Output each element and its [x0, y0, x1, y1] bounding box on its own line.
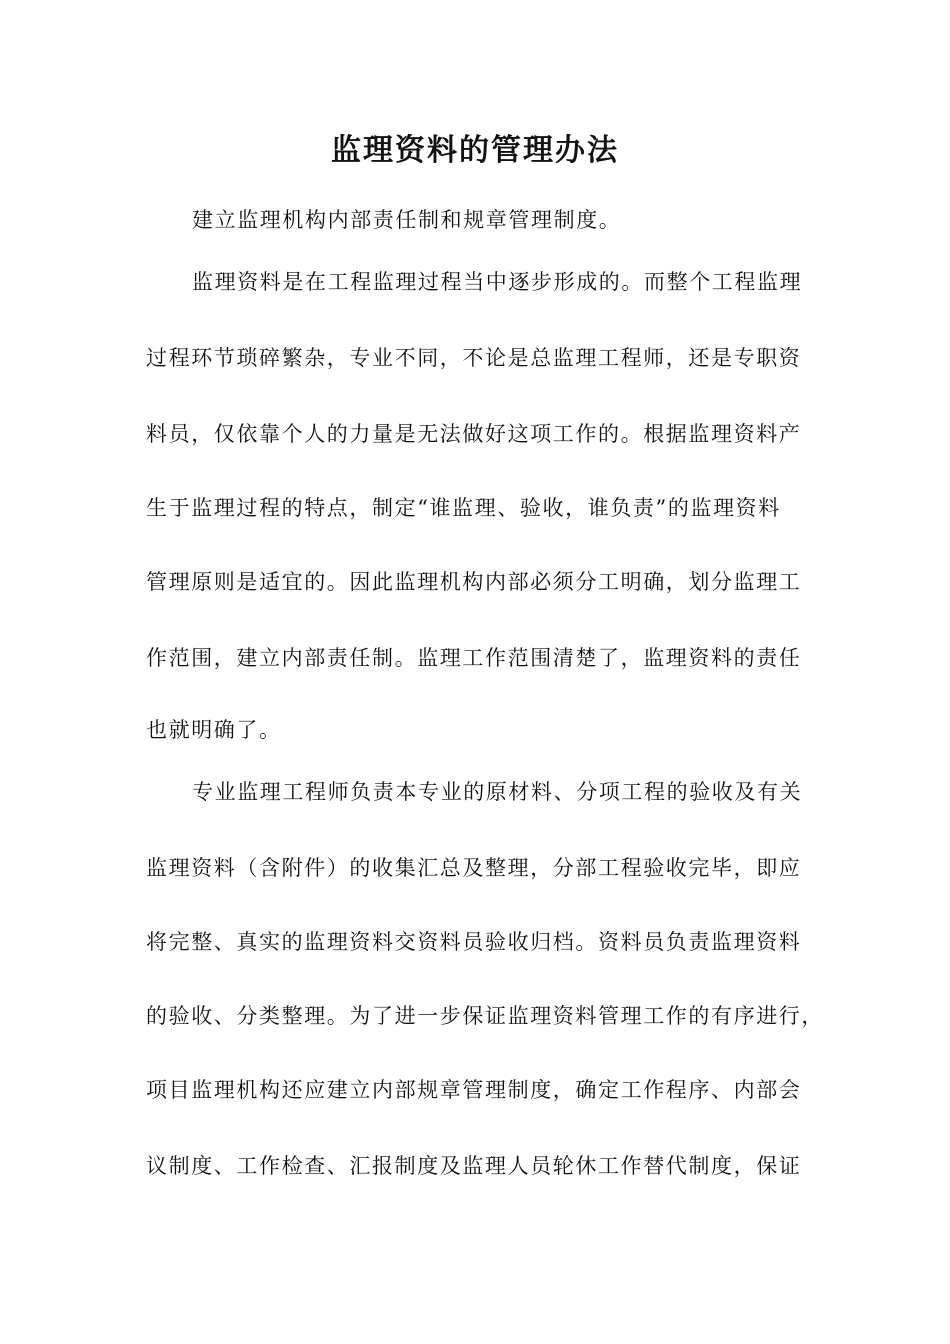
paragraph-2-line-6: 作范围，建立内部责任制。监理工作范围清楚了，监理资料的责任 [146, 646, 802, 670]
paragraph-3-line-6: 议制度、工作检查、汇报制度及监理人员轮休工作替代制度，保证 [146, 1154, 802, 1178]
paragraph-2-line-5: 管理原则是适宜的。因此监理机构内部必须分工明确，划分监理工 [146, 570, 802, 594]
paragraph-2-line-3: 料员，仅依靠个人的力量是无法做好这项工作的。根据监理资料产 [146, 422, 802, 446]
paragraph-2-line-7: 也就明确了。 [146, 718, 282, 742]
paragraph-2-line-1: 监理资料是在工程监理过程当中逐步形成的。而整个工程监理 [192, 270, 803, 294]
document-title: 监理资料的管理办法 [331, 133, 619, 168]
paragraph-3-line-5: 项目监理机构还应建立内部规章管理制度，确定工作程序、内部会 [146, 1078, 802, 1102]
paragraph-2-line-4: 生于监理过程的特点，制定“谁监理、验收，谁负责”的监理资料 [146, 496, 781, 520]
paragraph-3-line-1: 专业监理工程师负责本专业的原材料、分项工程的验收及有关 [192, 780, 803, 804]
paragraph-2-line-2: 过程环节琐碎繁杂，专业不同，不论是总监理工程师，还是专职资 [146, 346, 802, 370]
paragraph-3-line-2: 监理资料（含附件）的收集汇总及整理，分部工程验收完毕，即应 [146, 856, 802, 880]
paragraph-3-line-4: 的验收、分类整理。为了进一步保证监理资料管理工作的有序进行， [146, 1004, 824, 1028]
paragraph-1-line-1: 建立监理机构内部责任制和规章管理制度。 [192, 208, 622, 232]
paragraph-3-line-3: 将完整、真实的监理资料交资料员验收归档。资料员负责监理资料 [146, 930, 802, 954]
